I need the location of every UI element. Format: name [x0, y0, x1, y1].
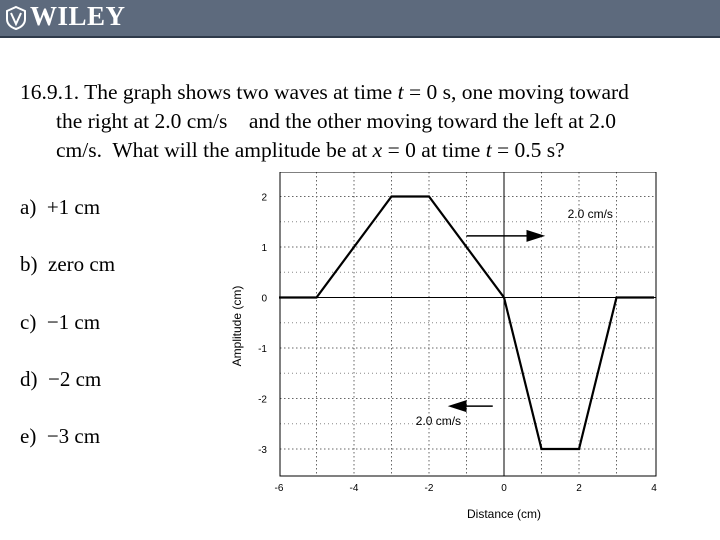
question-line3 — [20, 136, 710, 165]
option-c[interactable]: c) −1 cm — [20, 310, 101, 334]
x-tick-label-5: 4 — [651, 483, 657, 494]
option-e[interactable]: e) −3 cm — [20, 424, 101, 448]
y-tick-label-5: -3 — [258, 445, 267, 456]
velocity-label-left: 2.0 cm/s — [415, 413, 462, 428]
arrow-right-head — [527, 230, 546, 242]
x-tick-label-4: 2 — [576, 483, 582, 494]
y-axis-label: Amplitude (cm) — [230, 285, 244, 367]
velocity-label-right: 2.0 cm/s — [567, 207, 613, 222]
option-d[interactable]: d) −2 cm — [20, 367, 102, 391]
y-tick-label-1: 1 — [261, 243, 267, 254]
question-line3-a: cm/s. What will the amplitude be at — [56, 138, 373, 162]
question-var-t2: t — [485, 138, 492, 162]
wave-graph — [220, 172, 665, 524]
option-b[interactable]: b) zero cm — [20, 252, 116, 276]
y-tick-label-4: -2 — [258, 394, 267, 406]
option-a[interactable]: a) +1 cm — [20, 195, 101, 219]
wiley-logo-text: WILEY — [30, 1, 126, 31]
question-var-x: x — [372, 138, 383, 162]
question-line3-b: = 0 at time — [382, 138, 486, 162]
x-tick-label-2: -2 — [424, 483, 434, 494]
question-var-t1: t — [397, 80, 404, 104]
question-line3-c: = 0.5 s? — [491, 138, 565, 162]
question-line1-b: = 0 s, one moving toward — [403, 80, 629, 104]
header-divider — [0, 36, 720, 38]
y-tick-label-3: -1 — [258, 344, 267, 355]
question-line2: the right at 2.0 cm/s and the other moving toward the left at 2.0 — [56, 109, 617, 133]
y-tick-label-0: 2 — [261, 192, 267, 204]
arrow-left-head — [448, 400, 467, 412]
question-number: 16.9.1. — [20, 80, 80, 104]
x-tick-label-3: 0 — [501, 483, 507, 494]
x-axis-label: Distance (cm) — [466, 507, 542, 521]
question-text — [20, 78, 710, 165]
wiley-emblem-icon — [4, 5, 28, 31]
x-tick-label-1: -4 — [349, 483, 359, 494]
x-tick-label-0: -6 — [274, 483, 284, 494]
question-line1-a: The graph shows two waves at time — [84, 80, 398, 104]
header-bar — [0, 0, 720, 36]
y-tick-label-2: 0 — [261, 293, 267, 305]
